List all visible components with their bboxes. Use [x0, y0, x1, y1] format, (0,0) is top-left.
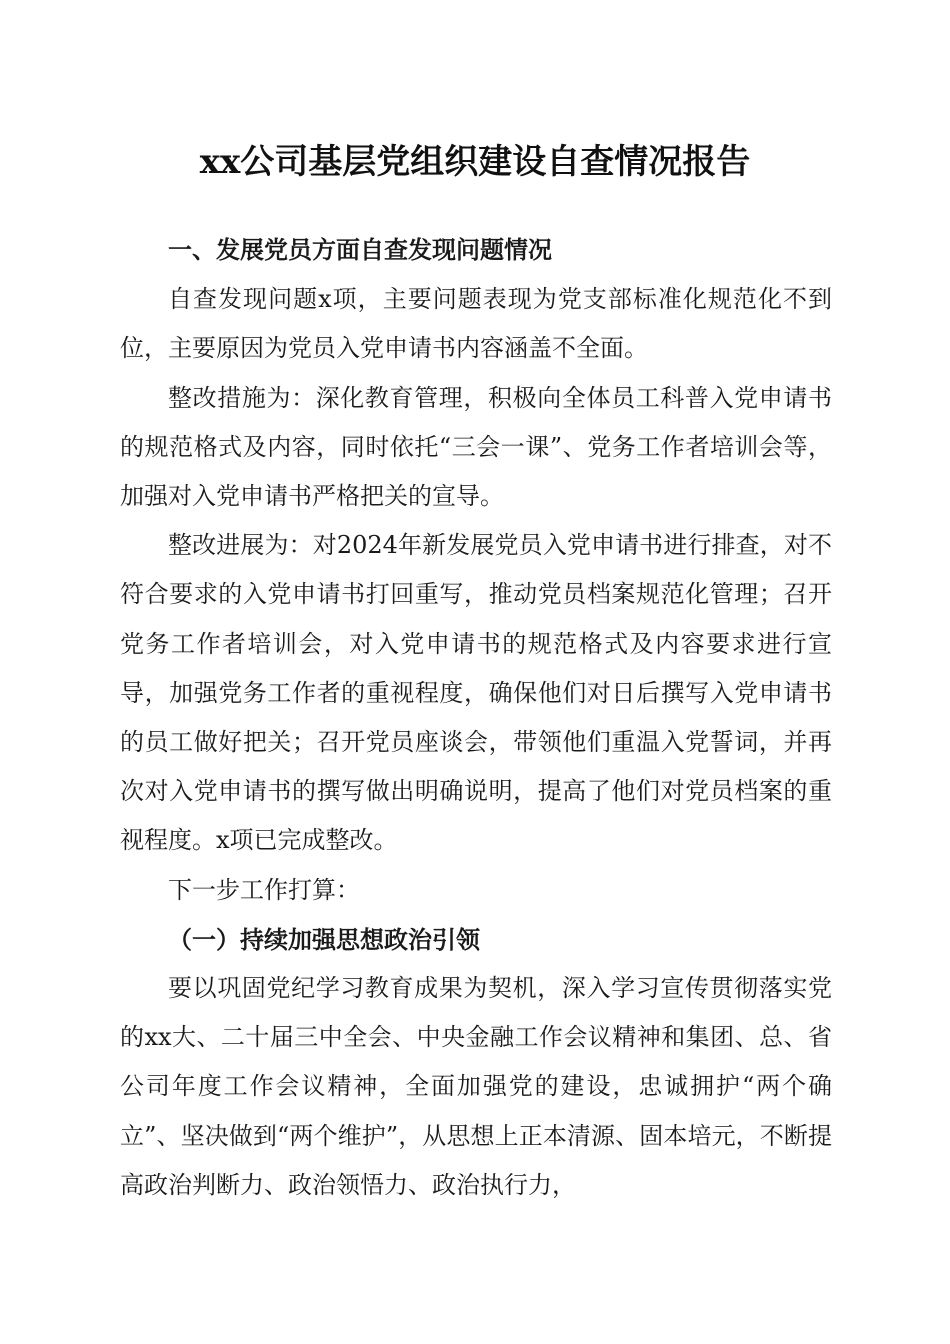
document-body	[120, 226, 832, 1210]
section-heading: 一、发展党员方面自查发现问题情况	[168, 236, 552, 264]
subheading: （一）持续加强思想政治引领	[168, 924, 480, 954]
paragraph-measures: 整改措施为：深化教育管理，积极向全体员工科普入党申请书的规范格式及内容，同时依托“三会一课”、党务工作者培训会等，加强对入党申请书严格把关的宣导。	[120, 383, 832, 511]
paragraph-political-guidance: 要以巩固党纪学习教育成果为契机，深入学习宣传贯彻落实党的xx大、二十届三中全会、中央金融工作会议精神和集团、总、省公司年度工作会议精神，全面加强党的建设，忠诚拥护“两个确立”、坚决做到“两个维护”，从思想上正本清源、固本培元，不断提高政治判断力、政治领悟力、政治执行力，	[120, 974, 832, 1199]
paragraph-next-steps: 下一步工作打算：	[168, 875, 360, 904]
paragraph-findings: 自查发现问题x项，主要问题表现为党支部标准化规范化不到位，主要原因为党员入党申请书内容涵盖不全面。	[120, 285, 832, 363]
document-title: xx公司基层党组织建设自查情况报告	[199, 142, 751, 182]
paragraph-progress: 整改进展为：对2024年新发展党员入党申请书进行排查，对不符合要求的入党申请书打回重写，推动党员档案规范化管理；召开党务工作者培训会，对入党申请书的规范格式及内容要求进行宣导，加强党务工作者的重视程度，确保他们对日后撰写入党申请书的员工做好把关；召开党员座谈会，带领他们重温入党誓词，并再次对入党申请书的撰写做出明确说明，提高了他们对党员档案的重视程度。x项已完成整改。	[120, 531, 832, 855]
